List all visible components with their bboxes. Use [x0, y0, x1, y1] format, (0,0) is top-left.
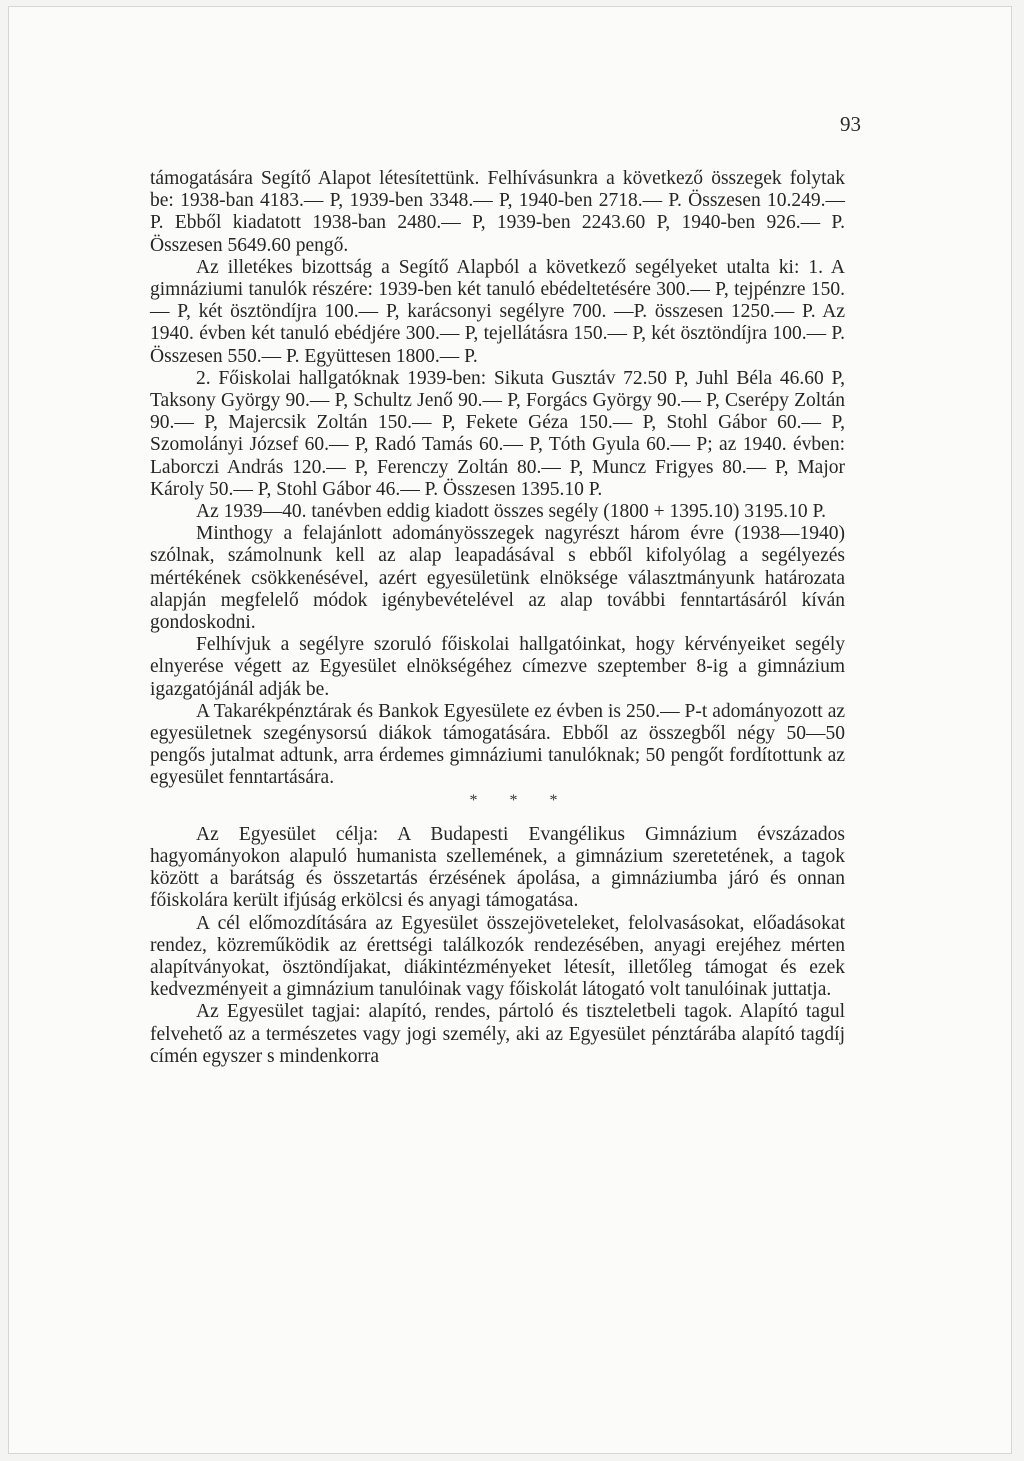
paragraph-foiskolai-hallgatok: 2. Főiskolai hallgatóknak 1939-ben: Sikuta Gusztáv 72.50 P, Juhl Béla 46.60 P, Taksony György 90.— P, Schultz Jenő 90.— P, Forgács György 90.— P, Cserépy Zoltán 90.— P, Majercsik Zoltán 150.— P, Fekete Géza 150.— P, Stohl Gábor 60.— P, Szomolányi József 60.— P, Radó Tamás 60.— P, Tóth Gyula 60.— P; az 1940. évben: Laborczi András 120.— P, Ferenczy Zoltán 80.— P, Muncz Frigyes 80.— P, Major Károly 50.— P, Stohl Gábor 46.— P. Összesen 1395.10 P. — [150, 367, 845, 500]
body-text — [150, 168, 845, 1068]
paragraph-osszes-segely: Az 1939—40. tanévben eddig kiadott összes segély (1800 + 1395.10) 3195.10 P. — [196, 501, 827, 523]
paragraph-alap-fenntartasa: Minthogy a felajánlott adományösszegek nagyrészt három évre (1938—1940) szólnak, számolnunk kell az alap leapadásával s ebből kifolyólag a segélyezés mértékének csökkenésével, azért egyesületünk elnöksége választmányunk határozata alapján megfelelő módok igénybevételével az alap további fenntartásáról kíván gondoskodni. — [150, 523, 845, 634]
page-number: 93 — [840, 112, 861, 136]
section-separator: * * * — [469, 791, 572, 809]
paragraph-takarekpenztarak: A Takarékpénztárak és Bankok Egyesülete ez évben is 250.— P-t adományozott az egyesületnek szegénysorsú diákok támogatására. Ebből az összegből négy 50—50 pengős jutalmat adtunk, arra érdemes gimnáziumi tanulóknak; 50 pengőt fordítottunk az egyesület fenntartására. — [150, 700, 845, 789]
paragraph-gimnaziumi-segelyek: Az illetékes bizottság a Segítő Alapból a következő segélyeket utalta ki: 1. A gimnáziumi tanulók részére: 1939-ben két tanuló ebédeltetésére 300.— P, tejpénzre 150.— P, két ösztöndíjra 100.— P, karácsonyi segélyre 700. —P. összesen 1250.— P. Az 1940. évben két tanuló ebédjére 300.— P, tejellátásra 150.— P, két ösztöndíjra 100.— P. Összesen 550.— P. Együttesen 1800.— P. — [150, 256, 845, 367]
paragraph-cel-elomozditasa: A cél előmozdítására az Egyesület összejöveteleket, felolvasásokat, előadásokat rendez, közreműködik az érettségi találkozók rendezésében, anyagi erejéhez mérten alapítványokat, ösztöndíjakat, diákintézményeket létesít, illetőleg támogat és ezek kedvezményeit a gimnázium tanulóinak vagy főiskolát látogató volt tanulóinak juttatja. — [150, 912, 845, 1001]
paragraph-segito-alap-intro: támogatására Segítő Alapot létesítettünk. Felhívásunkra a következő összegek folytak be: 1938-ban 4183.— P, 1939-ben 3348.— P, 1940-ben 2718.— P. Összesen 10.249.— P. Ebből kiadatott 1938-ban 2480.— P, 1939-ben 2243.60 P, 1940-ben 926.— P. Összesen 5649.60 pengő. — [150, 168, 845, 256]
paragraph-egyesulet-tagjai: Az Egyesület tagjai: alapító, rendes, pártoló és tiszteletbeli tagok. Alapító tagul felvehető az a természetes vagy jogi személy, aki az Egyesület pénztárába alapító tagdíj címén egyszer s mindenkorra — [150, 1001, 845, 1067]
paragraph-egyesulet-celja: Az Egyesület célja: A Budapesti Evangélikus Gimnázium évszázados hagyományokon alapuló humanista szellemének, a gimnázium szeretetének, a tagok között a barátság és összetartás érzésének ápolása, a gimnáziumba járó és onnan főiskolára került ifjúság erkölcsi és anyagi támogatása. — [150, 823, 845, 912]
scanned-page — [8, 6, 1012, 1454]
paragraph-felhivas: Felhívjuk a segélyre szoruló főiskolai hallgatóinkat, hogy kérvényeiket segély elnyerése végett az Egyesület elnökségéhez címezve szeptember 8-ig a gimnázium igazgatójánál adják be. — [150, 634, 845, 700]
